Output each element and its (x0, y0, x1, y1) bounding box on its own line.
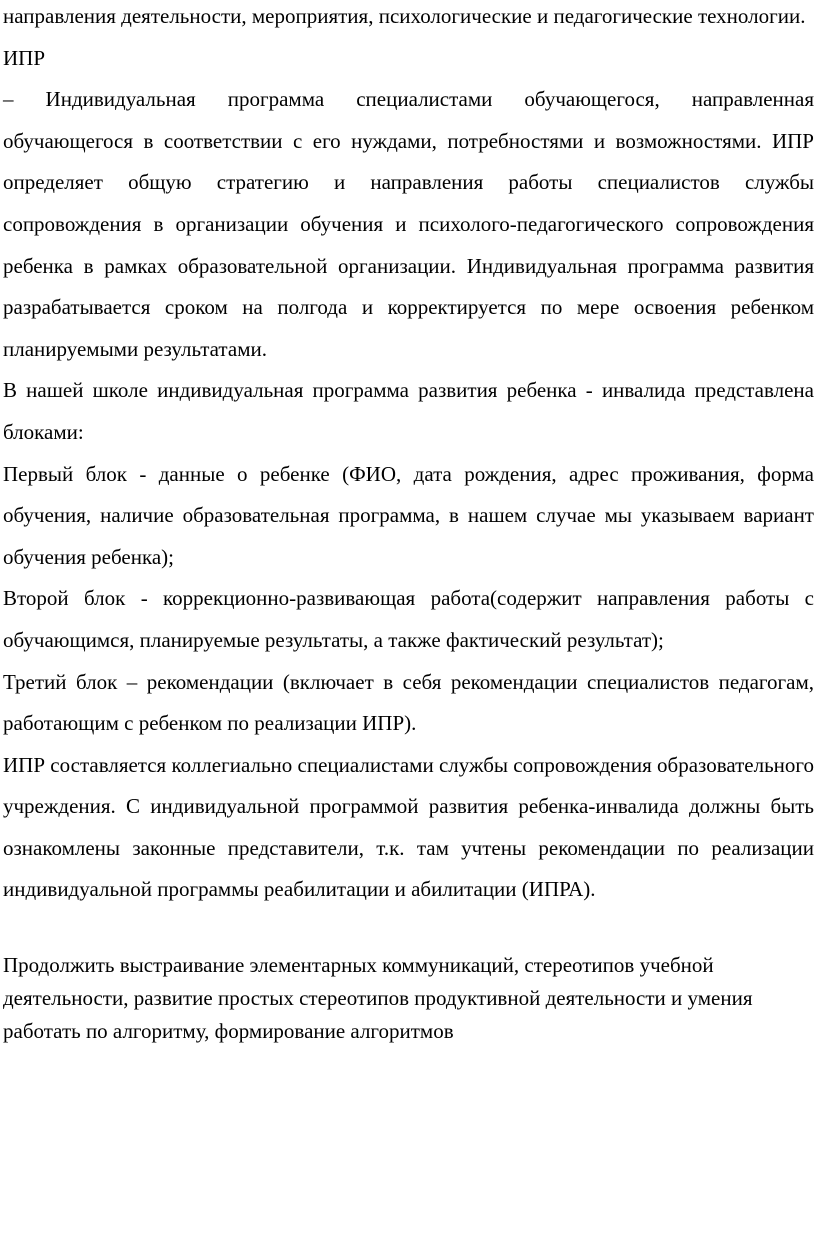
document-body (3, 0, 814, 911)
paragraph-ipr-definition: – Индивидуальная программа специалистами обучающегося, направленная обучающегося в соответствии с его нуждами, потребностями и возможностями. ИПР определяет общую стратегию и направления работы специалистов службы сопровождения в организации обучения и психолого-педагогического сопровождения ребенка в рамках образовательной организации. Индивидуальная программа развития разрабатывается сроком на полгода и корректируется по мере освоения ребенком планируемыми результатами. (3, 87, 814, 361)
paragraph-spacer (3, 911, 814, 949)
paragraph-third-block: Третий блок – рекомендации (включает в себя рекомендации специалистов педагогам, работающим с ребенком по реализации ИПР). (3, 669, 814, 736)
paragraph-school-blocks-intro: В нашей школе индивидуальная программа развития ребенка - инвалида представлена блоками: (3, 378, 814, 444)
paragraph-ipr-collegial: ИПР составляется коллегиально специалистами службы сопровождения образовательного учреждения. С индивидуальной программой развития ребенка-инвалида должны быть ознакомлены законные представители, т.к. там учтены рекомендации по реализации индивидуальной программы реабилитации и абилитации (ИПРА). (3, 752, 814, 902)
paragraph-first-block: Первый блок - данные о ребенке (ФИО, дата рождения, адрес проживания, форма обучения, наличие образовательная программа, в нашем случае мы указываем вариант обучения ребенка); (3, 461, 814, 569)
paragraph-continue-building: Продолжить выстраивание элементарных коммуникаций, стереотипов учебной деятельности, развитие простых стереотипов продуктивной деятельности и умения работать по алгоритму, формирование алгоритмов (3, 953, 753, 1044)
paragraph-technologies: направления деятельности, мероприятия, психологические и педагогические технологии. (3, 4, 806, 28)
paragraph-ipr-heading: ИПР (3, 45, 46, 70)
paragraph-second-block: Второй блок - коррекционно-развивающая работа(содержит направления работы с обучающимся, планируемые результаты, а также фактический результат); (3, 586, 814, 652)
